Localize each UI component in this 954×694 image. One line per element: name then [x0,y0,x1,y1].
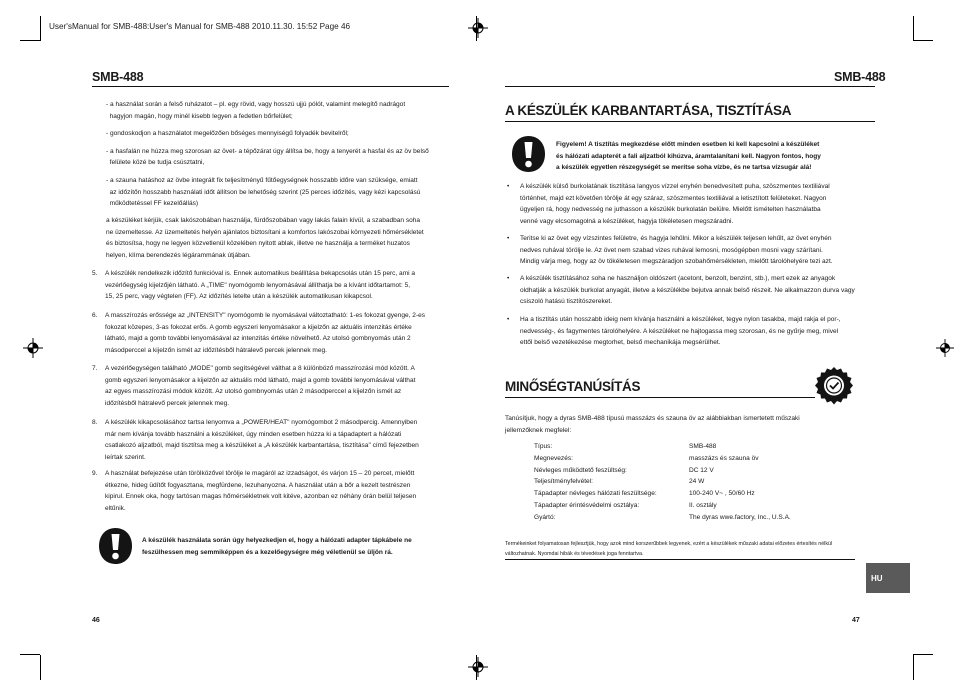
item-line: étkezne, hideg üdítőt fogyasztana, megfürdene, lezuhanyozna. A használat után a bőr a kezelt testrészen [105,481,411,489]
table-row [534,478,791,490]
item-line: 15, 25 perc, vagy végtelen (FF). Az időzítés letelte után a készülék automatikusan kikapcsol. [105,293,373,301]
item-line: A készülék kikapcsolásához tartsa lenyomva a „POWER/HEAT" nyomógombot 2 másodpercig. Amennyiben [105,419,418,426]
item-number: 5. [92,270,98,277]
header-rule-right [505,86,875,87]
bullet-line: oldhatják a készülék burkolat anyagát, illetve a készülékbe bejutva annak belső részeit. Ne alkalmazzon durva vagy [520,286,855,294]
intro-line: felülete közé be tudja csúsztatni, [106,159,205,167]
spec-label: Tápadapter érintésvédelmi osztálya: [534,501,640,509]
crop-mark [913,654,933,655]
bullet-line: A készülék külső burkolatának tisztítása langyos vízzel enyhén benedvesített puha, szöszmentes textiliával [520,183,830,190]
bullet-line: A készülék tisztításához soha ne használjon oldószert (acetont, benzolt, benzint, stb.), mert ezek az anyagok [520,275,836,282]
registration-mark-icon [468,657,488,677]
item-line: kipirul. Ennek oka, hogy tartósan magas hőmérsékletnek volt kitéve, azonban ez néhány órán belül teljesen [105,493,417,501]
warning-text-left [142,535,452,558]
spec-value: II. osztály [689,501,717,509]
crop-mark [913,16,914,41]
bullet-dot: • [507,183,510,190]
spec-label: Teljesítményfelvétel: [534,478,593,486]
intro-line: - a szauna hatáshoz az övbe integrált fix teljesítményű fűtőegységnek hosszabb időre van szüksége, emiatt [106,176,418,184]
section-rule [505,397,815,398]
intro-line: működtetéssel FF kezelőállás) [106,200,199,208]
warning-line: feszülhessen meg semmiképpen és a kezelőegységre még véletlenül se üljön rá. [142,548,393,556]
crop-mark [40,16,41,41]
intro-line: Tanúsítjuk, hogy a dyras SMB-488 típusú masszázs és szauna öv az alábbiakban ismertetett műszaki [505,415,800,422]
bullet-line: Ha a tisztítás után hosszabb ideig nem kívánja használni a készüléket, tegye nylon tasakba, majd rakja el por-, [520,316,841,323]
warning-line: Figyelem! A tisztítás megkezdése előtt minden esetben ki kell kapcsolni a készüléket [556,141,820,148]
spec-label: Névleges működtető feszültség: [534,466,627,474]
registration-mark-icon [936,338,954,358]
warning-line: a készülék egyetlen részegységét se merítse soha vízbe, és ne tartsa vízsugár alá! [556,164,812,172]
table-row [534,514,791,526]
section-title-quality: MINŐSÉGTANÚSÍTÁS [505,379,641,394]
intro-line: az időzítőn hosszabb használati időt állítson be lehetőség szerint (25 perces időzítés, vagy kézi kapcsolású [106,188,421,196]
warning-line: és hálózati adapterét a fali aljzatból kihúzva, áramtalanítani kell. Nagyon fontos, hogy [556,152,821,160]
warning-text-right [556,139,876,174]
model-label-left: SMB-488 [92,70,144,84]
print-slug: User'sManual for SMB-488:User's Manual for SMB-488 2010.11.30. 15:52 Page 46 [49,22,351,31]
bullet-line: nedves ruhával törölje le. Az övet nem szabad vizes ruhával lemosni, mosógépben mosni vagy szárítani. [520,246,823,254]
intro-line: - a hasfalán ne húzza meg szorosan az övet- a tépőzárat úgy állítsa be, hogy a tenyerét a hasfal és az öv belső [106,147,429,155]
item-line: csatlakozó aljzatból, majd tisztítsa meg a készüléket a „A készülék karbantartása, tisztítása" című fejezetben [105,442,419,450]
item-line: leírtak szerint. [105,453,146,461]
item-line: fokozat közepes, 3-as fokozat erős. A gomb egyszeri lenyomásakor a kijelzőn az aktuális intenzitás értéke [105,323,412,331]
spec-label: Megnevezés: [534,454,573,462]
intro-list [106,99,456,210]
bullet-line: csiszoló hatású tisztítószereket. [520,298,613,306]
warning-exclamation-icon [511,135,546,173]
footnote-rule [505,559,855,560]
crop-mark [913,655,914,680]
quality-intro [505,413,865,436]
item-number: 9. [92,470,98,477]
quality-seal-icon [814,366,854,406]
table-row [534,443,791,455]
spec-value: The dyras wwe.factory, Inc., U.S.A. [689,513,791,521]
spec-value: DC 12 V [689,466,714,474]
spec-value: SMB-488 [689,443,717,450]
para-line: ne üzemeltesse. Az üzemeltetés helyén ajánlatos biztosítani a komfortos lakószobai környezeti hőmérsékletet [106,228,424,236]
footnote-line: változhatnak. Nyomdai hibák és tévedések joga fenntartva. [505,550,644,557]
registration-mark-icon [468,18,488,38]
item-line: másodperccel a kijelzőn ismét az időzítésből hátralevő percek jelennek meg. [105,346,327,354]
footnote-line: Termékeinket folyamatosan fejlesztjük, hogy azok mind korszerűbbek legyenek, ezért a készülékek műszaki adatai előzetes értesítés nélkül [505,541,833,547]
para-line: a készüléket kérjük, csak lakószobában használja, fürdőszobában vagy lakás falain kívül, a szabadban soha [106,217,421,224]
bullet-line: történhet, majd ezt követően törölje át egy száraz, szöszmentes textiliával a letisztított felületeket. Nagyon [520,194,827,202]
bullet-dot: • [507,275,510,282]
item-line: A használat befejezése után törölközővel törölje le magáról az izzadságot, és várjon 15 – 20 percet, mielőtt [105,470,415,477]
item-line: időzítésből hátralevő percek jelennek meg. [105,399,230,407]
header-rule-left [92,86,449,87]
bullet-line: Teritse ki az övet egy vízszintes felületre, és hagyja lehűlni. Mikor a készülék teljesen lehűlt, az övet enyhén [520,235,832,242]
bullet-line: ügyeljen rá, hogy nedvesség ne juthasson a készülék burkolatán belülre. Mielőtt ismételten használatba [520,206,821,214]
crop-mark [40,655,41,680]
item-line: már nem kívánja tovább használni a készüléket, úgy minden esetben húzza ki a tápadaptert a hálózati [105,430,402,438]
spec-value: masszázs és szauna öv [689,454,759,462]
language-tab-label: HU [871,574,883,583]
spec-value: 100-240 V~ , 50/60 Hz [689,490,755,498]
table-row [534,467,791,479]
spec-label: Típus: [534,443,553,450]
spec-label: Tápadapter névleges hálózati feszültsége: [534,490,657,498]
spec-table [534,443,791,526]
table-row [534,455,791,467]
intro-line: - gondoskodjon a használatot megelőzően bőséges mennyiségű folyadék bevitelről; [106,130,349,138]
language-tab [866,563,910,593]
bullet-line: venné vagy elcsomagolná a készüléket, hagyja tökéletesen megszáradni. [520,217,734,225]
item-number: 7. [92,365,98,372]
section-title-maintenance: A KÉSZÜLÉK KARBANTARTÁSA, TISZTÍTÁSA [505,103,792,118]
bullet-line: nedvesség-, és fagymentes tárolóhelyére. A készüléket ne hajtogassa meg szorosan, és ne gyűrje meg, mivel [520,327,839,335]
intro-line: hagyjon magán, hogy minél kisebb legyen a fedetlen bőrfelület; [106,112,293,120]
crop-mark [20,654,40,655]
item-line: A masszírozás erőssége az „INTENSITY" nyomógomb le nyomásával változtatható: 1-es fokozat gyenge, 2-es [105,312,425,319]
crop-mark [913,40,933,41]
item-line: A készülék rendelkezik időzítő funkcióval is. Ennek automatikus beállítása bekapcsolás után 15 perc, ami a [105,270,416,277]
section-rule [505,121,875,122]
item-line: gomb egyszeri lenyomásakor a kijelzőn az aktuális mód látható, majd a gomb további lenyomásával válthat [105,376,416,384]
table-row [534,502,791,514]
intro-line: - a használat során a felső ruházatot – pl. egy rövid, vagy hosszú ujjú pólót, valamint melegítő nadrágot [106,101,406,108]
bullet-line: Mindig várja meg, hogy az öv tökéletesen megszáradjon szobahőmérsékleten, mielőtt tárolóhelyére tezi azt. [520,258,833,266]
table-row [534,490,791,502]
item-number: 8. [92,419,98,426]
para-line: és biztosítsa, hogy ne legyen közvetlenül közelében nyitott ablak, illetve ne használja a terméket huzatos [106,240,410,248]
model-label-right: SMB-488 [834,70,886,84]
bullet-dot: • [507,235,510,242]
para-line: helyen, klíma berendezés légárammának útjában. [106,251,251,259]
bullet-line: ettől belső vezetékezése megtorhet, belső mechanikája megsérülhet. [520,339,721,347]
item-line: az egyes masszírozási módok között. Az utolsó gombnyomás után 2 másodperccel a kijelzőn ismét az [105,388,402,396]
item-line: A vezérlőegységen található „MODE" gomb segítségével válthat a 8 különböző masszírozási mód között. A [105,365,415,372]
item-line: eltűnik. [105,504,126,512]
item-number: 6. [92,312,98,319]
page-number-right: 47 [852,617,860,624]
item-line: látható, majd a gomb további lenyomásával az intenzitás értéke növelhető. Az utolsó gombnyomás után 2 [105,335,411,343]
room-paragraph [106,215,456,261]
spec-value: 24 W [689,478,705,486]
intro-line: jellemzőknek megfelel: [505,426,572,434]
bullet-dot: • [507,316,510,323]
warning-line: A készülék használata során úgy helyezkedjen el, hogy a hálózati adapter tápkábele ne [142,537,412,544]
registration-mark-icon [23,338,43,358]
footnote [505,540,865,559]
warning-exclamation-icon [98,527,133,565]
page-number-left: 46 [92,617,100,624]
item-line: vezérlőegység kijelzőjén látható. A „TIME" nyomógomb lenyomásával állíthatja be a kívánt időtartamot: 5, [105,281,411,289]
spec-label: Gyártó: [534,513,556,521]
crop-mark [20,40,40,41]
